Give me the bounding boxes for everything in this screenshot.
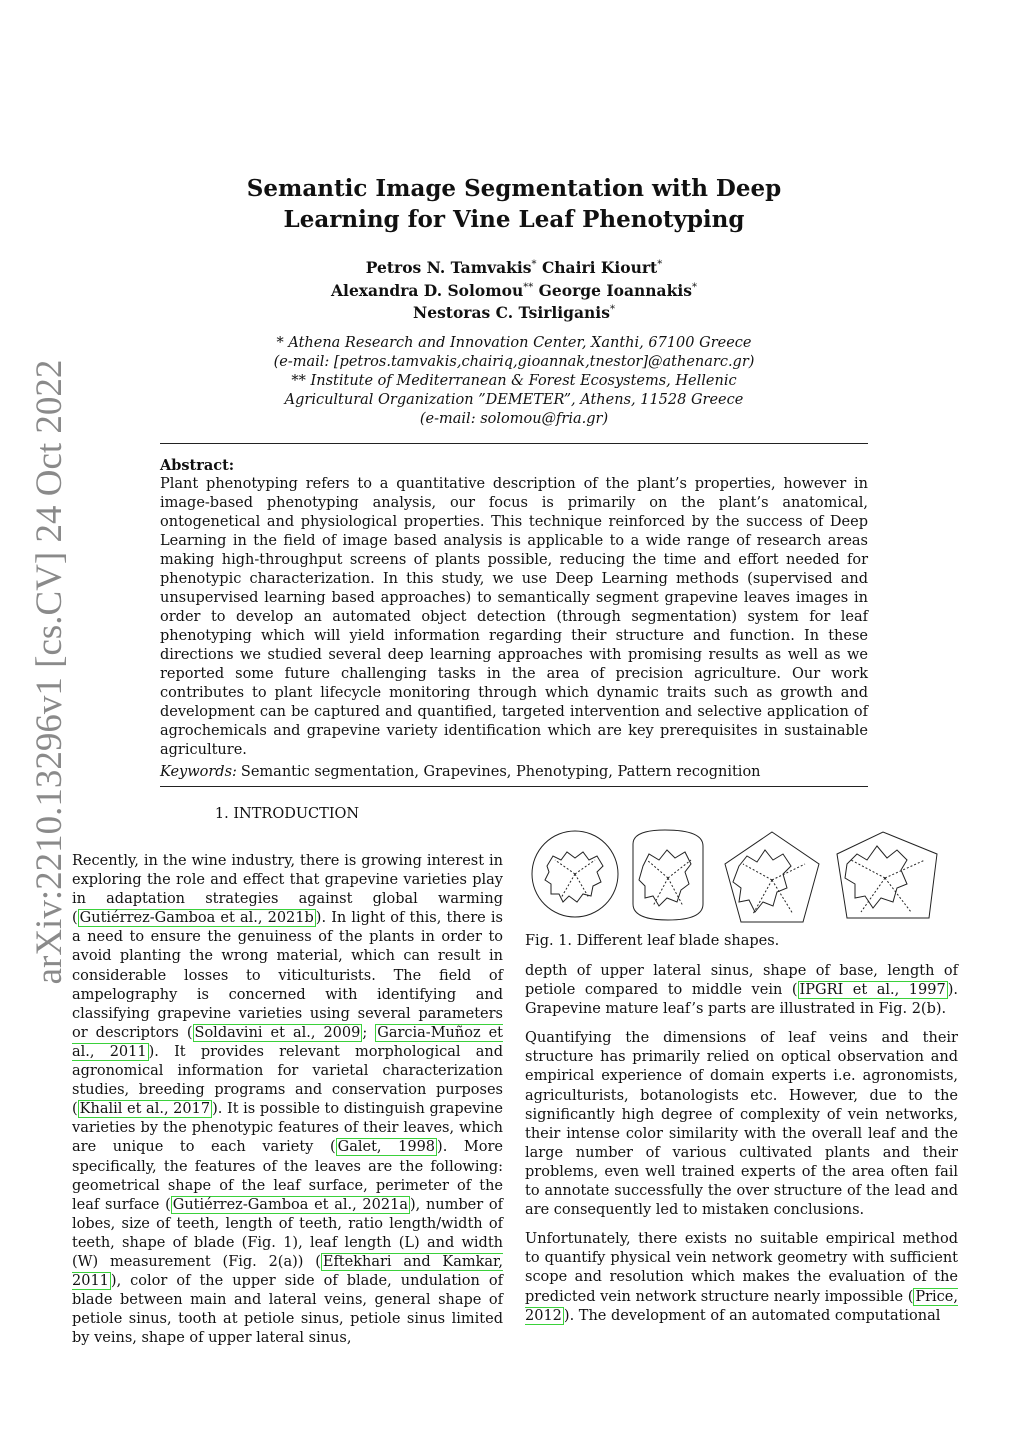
author-list [160, 255, 868, 323]
keywords-label: Keywords: [160, 764, 237, 780]
figure-caption: Fig. 1. Different leaf blade shapes. [525, 933, 780, 949]
affiliation-mark: * [657, 259, 663, 270]
paragraph [525, 962, 958, 1019]
paragraph: Quantifying the dimensions of leaf veins and their structure has primarily relied on optical observation and empirical experience of domain experts i.e. agronomists, agriculturists, botanologists etc. However, due to the significantly high degree of complexity of vein networks, their intense color similarity with the overall leaf and the large number of various cultivated plants and their problems, even well trained experts of the area often fail to annotate successfully the over structure of the lead and are consequently led to mistaken conclusions. [525, 1030, 958, 1219]
leaf-shape-circular [532, 831, 618, 917]
section-heading: 1. INTRODUCTION [214, 806, 360, 822]
body-text: ; [362, 1024, 376, 1041]
keywords [160, 763, 868, 782]
affiliations [160, 334, 868, 429]
leaf-shape-wide [837, 832, 937, 918]
body-text: ). Grapevine mature leaf’s parts are illustrated in Fig. 2(b). [525, 982, 958, 1018]
title-line: Semantic Image Segmentation with Deep [246, 175, 782, 202]
citation-link[interactable]: Garcia-Muñoz et al., 2011 [72, 1024, 504, 1060]
author-name: Nestoras C. Tsirliganis [413, 303, 610, 323]
body-text: depth of upper lateral sinus, shape of base, length of petiole compared to middle vein ( [525, 963, 958, 999]
citation-link[interactable]: Galet, 1998 [337, 1139, 436, 1156]
citation-link[interactable]: Khalil et al., 2017 [79, 1101, 211, 1118]
body-text: Unfortunately, there exists no suitable empirical method to quantify physical vein network geometry with sufficient scope and resolution which makes the evaluation of the predicted vein network structure nearly impossible ( [525, 1231, 958, 1305]
citation-link[interactable]: Eftekhari and Kamkar, 2011 [72, 1253, 503, 1290]
citation-link[interactable]: Gutiérrez-Gamboa et al., 2021b [79, 910, 314, 927]
intro-paragraph [72, 852, 503, 1358]
title-line: Learning for Vine Leaf Phenotyping [283, 206, 745, 233]
top-divider [160, 443, 868, 444]
body-text: ). More specifically, the features of the leaves are the following: geometrical shape of the leaf surface, perimeter of the leaf surface ( [72, 1139, 503, 1213]
affiliation-line: (e-mail: [petros.tamvakis,chairiq,gioannak,tnestor]@athenarc.gr) [273, 354, 755, 370]
citation-link[interactable]: IPGRI et al., 1997 [799, 982, 946, 999]
bottom-divider [160, 786, 868, 787]
citation-link[interactable]: Soldavini et al., 2009 [194, 1024, 361, 1041]
paper-title [160, 173, 868, 235]
body-text: ). In light of this, there is a need to ensure the genuiness of the plants in order to avoid planting the wrong material, which can result in considerable losses to viticulturists. The field of ampelography is concerned with identifying and classifying grapevine varieties using several parameters or descriptors ( [72, 910, 503, 1041]
right-column [525, 962, 958, 1336]
author-name: George Ioannakis [538, 280, 692, 300]
body-text: ). The development of an automated computational [563, 1307, 941, 1324]
affiliation-line: Agricultural Organization ”DEMETER”, Athens, 11528 Greece [284, 392, 744, 408]
body-text: ). It provides relevant morphological and agronomical information for varietal characterization studies, breeding programs and conservation purposes ( [72, 1043, 503, 1118]
affiliation-line: * Athena Research and Innovation Center, Xanthi, 67100 Greece [276, 335, 752, 351]
affiliation-mark: * [531, 259, 537, 270]
paragraph [525, 1230, 958, 1325]
arxiv-stamp: arXiv:2210.13296v1 [cs.CV] 24 Oct 2022 [29, 359, 70, 985]
author-name: Petros N. Tamvakis [365, 258, 532, 278]
author-name: Alexandra D. Solomou [331, 280, 524, 300]
affiliation-mark: ** [523, 281, 534, 293]
affiliation-mark: * [691, 281, 697, 293]
body-text: ), number of lobes, size of teeth, length of teeth, ratio length/width of teeth, shape of blade (Fig. 1), leaf length (L) and width (W) measurement (Fig. 2(a)) ( [72, 1196, 503, 1270]
affiliation-line: ** Institute of Mediterranean & Forest Ecosystems, Hellenic [291, 373, 737, 389]
abstract-heading: Abstract: [160, 457, 235, 474]
author-name: Chairi Kiourt [541, 258, 658, 278]
affiliation-line: (e-mail: solomou@fria.gr) [419, 411, 609, 427]
abstract [160, 456, 868, 760]
leaf-shape-rounded [633, 830, 703, 920]
keywords-text: Semantic segmentation, Grapevines, Phenotyping, Pattern recognition [240, 764, 761, 780]
leaf-shape-pentagonal [725, 832, 819, 922]
body-text: Recently, in the wine industry, there is growing interest in exploring the role and effect that grapevine varieties play in adaptation strategies against global warming ( [72, 853, 503, 927]
citation-link[interactable]: Gutiérrez-Gamboa et al., 2021a [172, 1196, 408, 1213]
body-text: ), color of the upper side of blade, undulation of blade between main and lateral veins, general shape of petiole sinus, tooth at petiole sinus, petiole sinus limited by veins, shape of upper lateral sinus, [72, 1273, 503, 1347]
body-text: ). It is possible to distinguish grapevine varieties by the phenotypic features of their leaves, which are unique to each variety ( [72, 1101, 503, 1156]
figure-leaf-shapes [525, 826, 958, 926]
abstract-text: Plant phenotyping refers to a quantitative description of the plant’s properties, however in image-based phenotyping analysis, our focus is primarily on the plant’s anatomical, ontogenetical and physiological properties. This technique reinforced by the success of Deep Learning in the field of image based analysis is applicable to a wide range of research areas making high-throughput screens of plants possible, reducing the time and effort needed for phenotypic characterization. In this study, we use Deep Learning methods (supervised and unsupervised learning based approaches) to semantically segment grapevine leaves images in order to develop an automated object detection (through segmentation) system for leaf phenotyping which will yield information regarding their structure and function. In these directions we studied several deep learning approaches with promising results as well as we reported some future challenging tasks in the area of precision agriculture. Our work contributes to plant lifecycle monitoring through which dynamic traits such as growth and development can be captured and quantified, targeted intervention and selective application of agrochemicals and grapevine variety identification which are key prerequisites in sustainable agriculture. [160, 476, 868, 758]
citation-link[interactable]: Price, 2012 [525, 1288, 958, 1324]
affiliation-mark: * [609, 304, 615, 316]
